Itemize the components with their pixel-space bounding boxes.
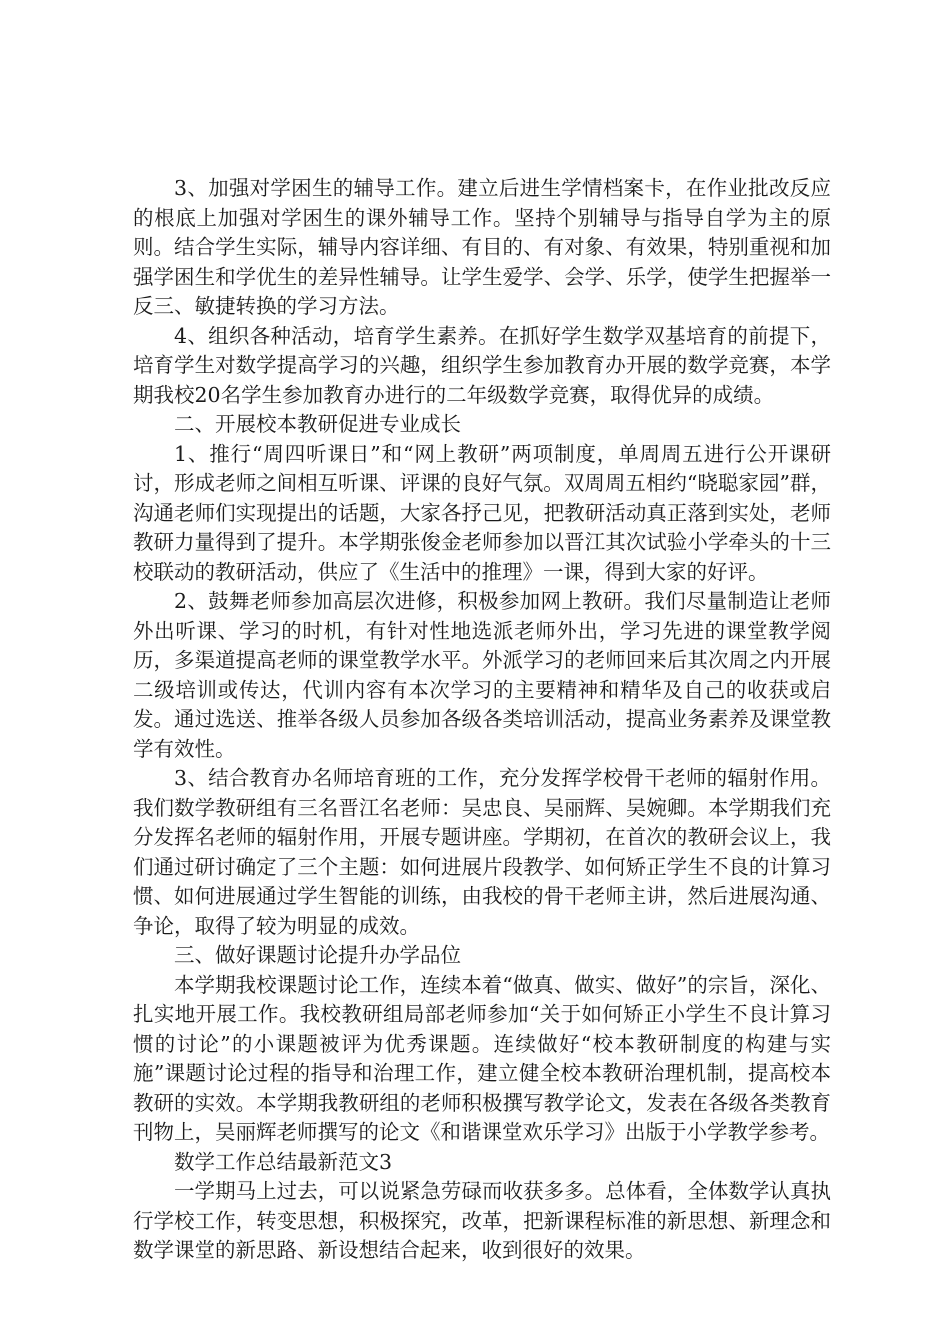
- section-heading-teaching-research: 二、开展校本教研促进专业成长: [174, 412, 461, 436]
- paragraph-further-study: 2、鼓舞老师参加高层次进修，积极参加网上教研。我们尽量制造让老师外出听课、学习的时机，有针对性地选派老师外出，学习先进的课堂教学阅历，多渠道提高老师的课堂教学水平。外派学习的老师回来后其次周之内开展二级培训或传达，代训内容有本次学习的主要精神和精华及自己的收获或启发。通过选送、推举各级人员参加各级各类培训活动，提高业务素养及课堂教学有效性。: [133, 589, 831, 761]
- paragraph-research-work: 本学期我校课题讨论工作，连续本着“做真、做实、做好”的宗旨，深化、扎实地开展工作。我校教研组局部老师参加“关于如何矫正小学生不良计算习惯的讨论”的小课题被评为优秀课题。连续做好“校本教研制度的构建与实施”课题讨论过程的指导和治理工作，建立健全校本教研治理机制，提高校本教研的实效。本学期我教研组的老师积极撰写教学论文，发表在各级各类教育刊物上，吴丽辉老师撰写的论文《和谐课堂欢乐学习》出版于小学教学参考。: [133, 972, 831, 1144]
- paragraph-tutoring: 3、加强对学困生的辅导工作。建立后进生学情档案卡，在作业批改反应的根底上加强对学困生的课外辅导工作。坚持个别辅导与指导自学为主的原则。结合学生实际，辅导内容详细、有目的、有对象、有效果，特别重视和加强学困生和学优生的差异性辅导。让学生爱学、会学、乐学，使学生把握举一反三、敏捷转换的学习方法。: [133, 176, 831, 318]
- document-body: [133, 174, 831, 1266]
- paragraph-activities: 4、组织各种活动，培育学生素养。在抓好学生数学双基培育的前提下，培育学生对数学提高学习的兴趣，组织学生参加教育办开展的数学竞赛，本学期我校20名学生参加教育办进行的二年级数学竞赛，取得优异的成绩。: [133, 323, 831, 407]
- section-heading-summary-3: 数学工作总结最新范文3: [174, 1149, 393, 1174]
- paragraph-semester-summary: 一学期马上过去，可以说紧急劳碌而收获多多。总体看，全体数学认真执行学校工作，转变思想，积极探究，改革，把新课程标准的新思想、新理念和数学课堂的新思路、新设想结合起来，收到很好的效果。: [133, 1179, 831, 1262]
- paragraph-listening-day: 1、推行“周四听课日”和“网上教研”两项制度，单周周五进行公开课研讨，形成老师之间相互听课、评课的良好气氛。双周周五相约“晓聪家园”群，沟通老师们实现提出的话题，大家各抒己见，把教研活动真正落到实处，老师教研力量得到了提升。本学期张俊金老师参加以晋江其次试验小学牵头的十三校联动的教研活动，供应了《生活中的推理》一课，得到大家的好评。: [133, 441, 831, 584]
- paragraph-famous-teachers: 3、结合教育办名师培育班的工作，充分发挥学校骨干老师的辐射作用。我们数学教研组有三名晋江名老师：吴忠良、吴丽辉、吴婉卿。本学期我们充分发挥名老师的辐射作用，开展专题讲座。学期初，在首次的教研会议上，我们通过研讨确定了三个主题：如何进展片段教学、如何矫正学生不良的计算习惯、如何进展通过学生智能的训练，由我校的骨干老师主讲，然后进展沟通、争论，取得了较为明显的成效。: [133, 766, 831, 938]
- section-heading-research-topics: 三、做好课题讨论提升办学品位: [174, 943, 461, 967]
